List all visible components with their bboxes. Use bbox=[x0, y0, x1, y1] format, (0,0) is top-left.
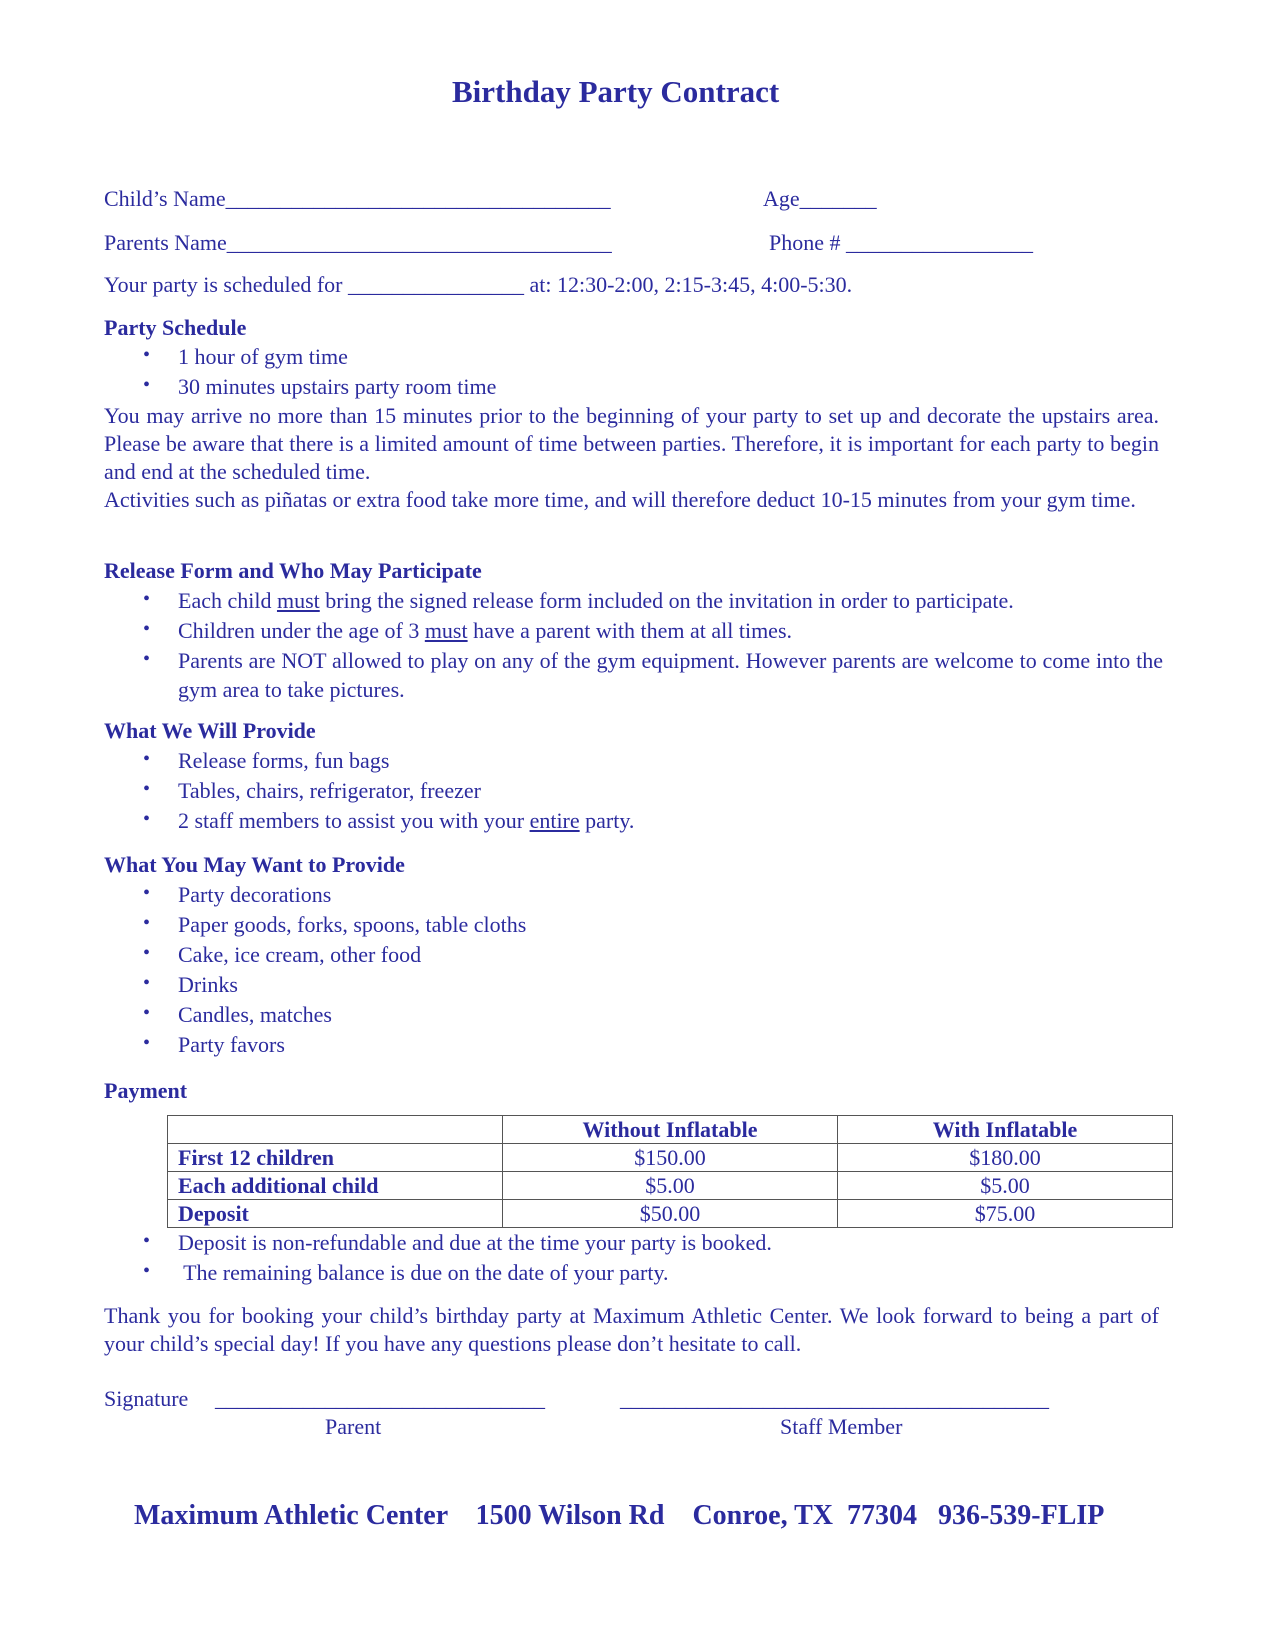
bullet: • bbox=[143, 1032, 151, 1054]
table-cell: $150.00 bbox=[503, 1144, 838, 1172]
table-cell: $5.00 bbox=[503, 1172, 838, 1200]
bullet: • bbox=[143, 912, 151, 934]
release-heading: Release Form and Who May Participate bbox=[104, 558, 482, 583]
we-provide-heading: What We Will Provide bbox=[104, 718, 316, 743]
table-cell: $50.00 bbox=[503, 1200, 838, 1228]
list-item: Candles, matches bbox=[178, 1002, 332, 1027]
parents-name-field: Parents Name___________________________________ bbox=[104, 230, 612, 255]
table-cell: $5.00 bbox=[838, 1172, 1173, 1200]
bullet: • bbox=[143, 972, 151, 994]
staff-label: Staff Member bbox=[780, 1414, 903, 1439]
bullet: • bbox=[143, 882, 151, 904]
list-item: Release forms, fun bags bbox=[178, 748, 390, 773]
list-item: Children under the age of 3 must have a parent with them at all times. bbox=[178, 618, 793, 643]
activities-paragraph: Activities such as piñatas or extra food take more time, and will therefore deduct 10-15 minutes from your gym time. bbox=[104, 487, 1136, 512]
bullet: • bbox=[143, 1230, 151, 1252]
party-schedule-heading: Party Schedule bbox=[104, 315, 247, 340]
schedule-field: Your party is scheduled for ________________ at: 12:30-2:00, 2:15-3:45, 4:00-5:30. bbox=[104, 272, 853, 297]
staff-signature-line: _______________________________________ bbox=[620, 1386, 1049, 1411]
bullet: • bbox=[143, 778, 151, 800]
parent-label: Parent bbox=[325, 1414, 382, 1439]
list-item: The remaining balance is due on the date of your party. bbox=[178, 1260, 669, 1285]
list-item: Party favors bbox=[178, 1032, 285, 1057]
bullet: • bbox=[143, 374, 151, 396]
age-field: Age_______ bbox=[763, 186, 877, 211]
table-cell: Deposit bbox=[168, 1200, 503, 1228]
arrival-paragraph: You may arrive no more than 15 minutes prior to the beginning of your party to set up and decorate the upstairs area. Please be aware that there is a limited amount of time between parties. Therefore, it is important for each party to begin and end at the scheduled time. bbox=[104, 403, 1159, 484]
table-header-cell: Without Inflatable bbox=[503, 1116, 838, 1144]
table-cell: Each additional child bbox=[168, 1172, 503, 1200]
footer-address: Maximum Athletic Center 1500 Wilson Rd Conroe, TX 77304 936-539-FLIP bbox=[134, 1500, 1105, 1531]
table-row bbox=[168, 1172, 1173, 1200]
list-item: Deposit is non-refundable and due at the time your party is booked. bbox=[178, 1230, 772, 1255]
list-item: Tables, chairs, refrigerator, freezer bbox=[178, 778, 481, 803]
bullet: • bbox=[143, 344, 151, 366]
list-item: Parents are NOT allowed to play on any of the gym equipment. However parents are welcome to come into the gym area to take pictures. bbox=[178, 648, 1163, 702]
table-row bbox=[168, 1200, 1173, 1228]
bullet: • bbox=[143, 1260, 151, 1282]
thank-you-paragraph: Thank you for booking your child’s birthday party at Maximum Athletic Center. We look forward to being a part of your child’s special day! If you have any questions please don’t hesitate to call. bbox=[104, 1303, 1159, 1356]
table-header-cell bbox=[168, 1116, 503, 1144]
child-name-field: Child’s Name___________________________________ bbox=[104, 186, 611, 211]
signature-label: Signature bbox=[104, 1386, 189, 1411]
bullet: • bbox=[143, 748, 151, 770]
payment-table bbox=[167, 1115, 1173, 1228]
list-item: 1 hour of gym time bbox=[178, 344, 348, 369]
you-provide-heading: What You May Want to Provide bbox=[104, 852, 405, 877]
page-title: Birthday Party Contract bbox=[452, 74, 780, 109]
bullet: • bbox=[143, 942, 151, 964]
bullet: • bbox=[143, 618, 151, 640]
list-item: Drinks bbox=[178, 972, 238, 997]
list-item: Party decorations bbox=[178, 882, 332, 907]
bullet: • bbox=[143, 648, 151, 670]
table-row bbox=[168, 1144, 1173, 1172]
list-item: Paper goods, forks, spoons, table cloths bbox=[178, 912, 527, 937]
table-header-cell: With Inflatable bbox=[838, 1116, 1173, 1144]
phone-field: Phone # _________________ bbox=[769, 230, 1033, 255]
bullet: • bbox=[143, 588, 151, 610]
table-header-row bbox=[168, 1116, 1173, 1144]
list-item: 30 minutes upstairs party room time bbox=[178, 374, 497, 399]
parent-signature-line: ______________________________ bbox=[215, 1386, 545, 1411]
bullet: • bbox=[143, 808, 151, 830]
list-item: Each child must bring the signed release form included on the invitation in order to participate. bbox=[178, 588, 1014, 613]
list-item: Cake, ice cream, other food bbox=[178, 942, 422, 967]
table-cell: $180.00 bbox=[838, 1144, 1173, 1172]
payment-heading: Payment bbox=[104, 1078, 188, 1103]
list-item: 2 staff members to assist you with your entire party. bbox=[178, 808, 635, 833]
table-cell: First 12 children bbox=[168, 1144, 503, 1172]
bullet: • bbox=[143, 1002, 151, 1024]
table-cell: $75.00 bbox=[838, 1200, 1173, 1228]
